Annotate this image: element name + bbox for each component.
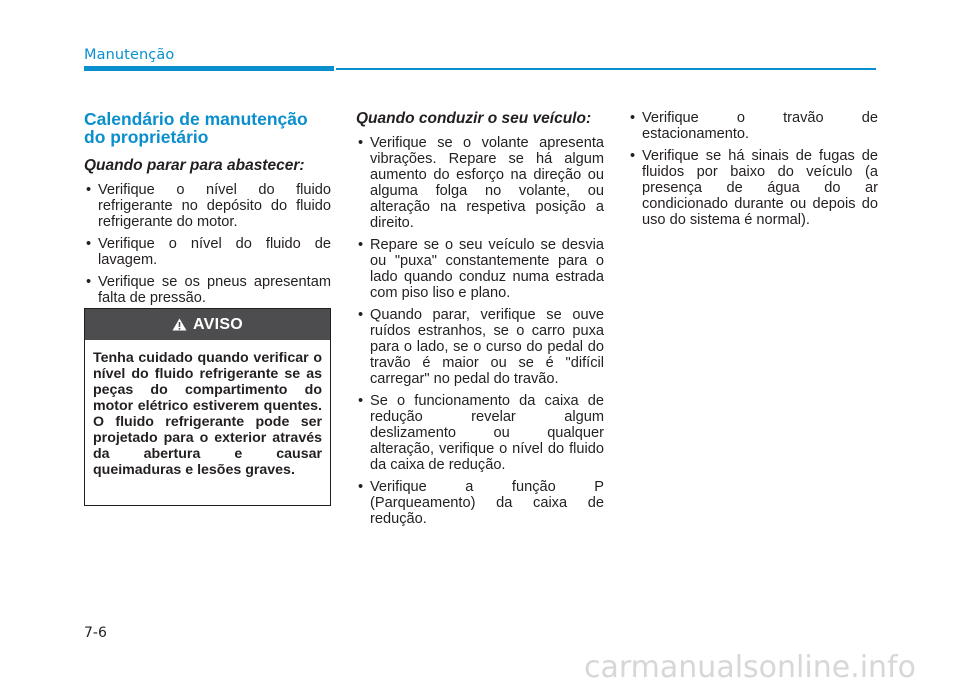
list-item: • Quando parar, verifique se ouve ruídos estranhos, se o carro puxa para o lado, se o curso do pedal do travão é maior ou se é "difícil carregar" no pedal do travão.	[356, 307, 604, 387]
column-left	[84, 110, 331, 312]
warning-header	[85, 309, 330, 340]
header-rule	[336, 68, 876, 70]
list-item: • Verifique se há sinais de fugas de fluidos por baixo do veículo (a presença de água do ar condicionado durante ou depois do uso do sistema é normal).	[628, 148, 878, 228]
list-item: • Verifique se os pneus apresentam falta de pressão.	[84, 274, 331, 306]
section-title: Manutenção	[84, 47, 175, 63]
list-item: • Verifique o nível do fluido refrigerante no depósito do fluido refrigerante do motor.	[84, 182, 331, 230]
column-middle	[356, 110, 604, 533]
header-accent-bar	[84, 66, 334, 71]
list-item: • Repare se o seu veículo se desvia ou "puxa" constantemente para o lado quando conduz numa estrada com piso liso e plano.	[356, 237, 604, 301]
driving-checklist	[356, 135, 604, 527]
additional-checklist	[628, 110, 878, 228]
subheading-driving: Quando conduzir o seu veículo:	[356, 110, 592, 127]
warning-title: AVISO	[192, 315, 244, 333]
watermark: carmanualsonline.info	[584, 650, 916, 685]
subheading-refuel: Quando parar para abastecer:	[84, 157, 305, 174]
page-number: 7-6	[84, 625, 107, 641]
list-item: • Verifique a função P (Parqueamento) da caixa de redução.	[356, 479, 604, 527]
refuel-checklist	[84, 182, 331, 306]
list-item: • Se o funcionamento da caixa de redução revelar algum deslizamento ou qualquer alteração, verifique o nível do fluido da caixa de redução.	[356, 393, 604, 473]
list-item: • Verifique o nível do fluido de lavagem.	[84, 236, 331, 268]
warning-box	[84, 308, 331, 506]
page-heading: Calendário de manutenção do proprietário	[84, 109, 308, 147]
column-right	[628, 110, 878, 234]
list-item: • Verifique se o volante apresenta vibrações. Repare se há algum aumento do esforço na direção ou alguma folga no volante, ou alteração na respetiva posição a direito.	[356, 135, 604, 231]
warning-text: Tenha cuidado quando verificar o nível do fluido refrigerante se as peças do compartimento do motor elétrico estiverem quentes. O fluido refrigerante pode ser projetado para o exterior através da abertura e causar queimaduras e lesões graves.	[93, 350, 322, 478]
warning-triangle-icon	[172, 318, 187, 331]
list-item: • Verifique o travão de estacionamento.	[628, 110, 878, 142]
